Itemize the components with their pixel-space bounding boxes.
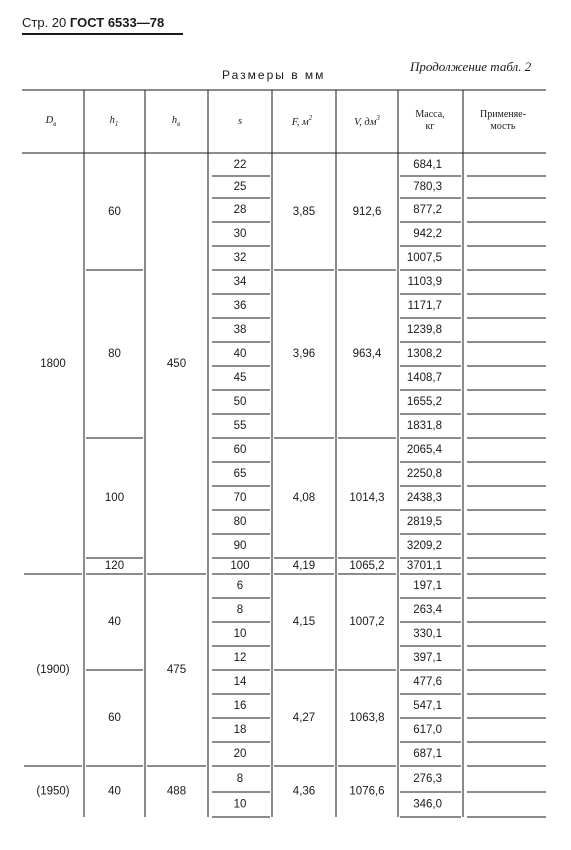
h1-value: 40 <box>108 616 121 629</box>
mass-value: 263,4 <box>413 604 442 617</box>
f-value: 3,85 <box>292 206 316 219</box>
hb-value: 488 <box>166 785 187 798</box>
wall-thickness-value: 22 <box>233 159 247 172</box>
wall-thickness-value: 65 <box>233 468 247 481</box>
mass-value: 3701,1 <box>406 560 442 573</box>
mass-value: 877,2 <box>413 204 442 217</box>
h1-value: 100 <box>104 492 125 505</box>
mass-value: 684,1 <box>413 159 442 172</box>
col-header-applicability: Применяе-мость <box>479 109 527 132</box>
mass-value: 197,1 <box>413 580 442 593</box>
mass-value: 1655,2 <box>406 396 442 409</box>
mass-value: 1171,7 <box>407 300 442 313</box>
wall-thickness-value: 55 <box>233 420 247 433</box>
f-value: 4,15 <box>292 616 316 629</box>
wall-thickness-value: 18 <box>233 724 247 737</box>
wall-thickness-value: 10 <box>233 798 247 811</box>
table-continuation-label: Продолжение табл. 2 <box>410 59 532 74</box>
f-value: 4,27 <box>292 712 316 725</box>
wall-thickness-value: 30 <box>233 228 247 241</box>
wall-thickness-value: 60 <box>233 444 247 457</box>
wall-thickness-value: 36 <box>233 300 247 313</box>
mass-value: 1831,8 <box>406 420 442 433</box>
v-value: 1076,6 <box>349 785 385 798</box>
sizes-caption: Размеры в мм <box>222 68 326 82</box>
d-value: (1900) <box>36 664 70 677</box>
h1-value: 80 <box>108 348 121 361</box>
mass-value: 617,0 <box>413 724 442 737</box>
mass-value: 1408,7 <box>406 372 442 385</box>
wall-thickness-value: 28 <box>233 204 247 217</box>
mass-value: 1239,8 <box>406 324 442 337</box>
v-value: 963,4 <box>352 348 382 361</box>
wall-thickness-value: 20 <box>233 748 247 761</box>
f-value: 4,08 <box>292 492 316 505</box>
h1-value: 40 <box>108 785 121 798</box>
wall-thickness-value: 25 <box>233 181 247 194</box>
mass-value: 2250,8 <box>406 468 442 481</box>
col-header-d: $D_в$ <box>45 115 57 128</box>
wall-thickness-value: 34 <box>233 276 247 289</box>
hb-value: 450 <box>166 358 187 371</box>
wall-thickness-value: 32 <box>233 252 247 265</box>
mass-value: 2438,3 <box>406 492 442 505</box>
mass-value: 1103,9 <box>407 276 442 289</box>
mass-value: 346,0 <box>413 798 442 811</box>
wall-thickness-value: 40 <box>233 348 247 361</box>
col-header-hb: $h_в$ <box>171 115 181 128</box>
wall-thickness-value: 6 <box>236 580 244 593</box>
wall-thickness-value: 12 <box>233 652 247 665</box>
d-value: (1950) <box>36 785 70 798</box>
wall-thickness-value: 38 <box>233 324 247 337</box>
hb-value: 475 <box>166 664 187 677</box>
mass-value: 276,3 <box>413 773 442 786</box>
v-value: 1014,3 <box>349 492 385 505</box>
wall-thickness-value: 100 <box>230 560 250 573</box>
wall-thickness-value: 50 <box>233 396 247 409</box>
wall-thickness-value: 10 <box>233 628 247 641</box>
wall-thickness-value: 70 <box>233 492 247 505</box>
mass-value: 2065,4 <box>406 444 442 457</box>
mass-value: 2819,5 <box>406 516 442 529</box>
mass-value: 397,1 <box>413 652 442 665</box>
wall-thickness-value: 8 <box>236 604 244 617</box>
mass-value: 687,1 <box>413 748 442 761</box>
v-value: 912,6 <box>352 206 382 219</box>
mass-value: 477,6 <box>413 676 442 689</box>
col-header-f: F, $м^2$ <box>291 114 313 128</box>
h1-value: 60 <box>108 206 121 219</box>
wall-thickness-value: 8 <box>236 773 244 786</box>
col-header-h1: $h_1$ <box>109 115 119 128</box>
d-value: 1800 <box>40 358 66 371</box>
col-header-mass: Масса, кг <box>415 109 445 132</box>
mass-value: 547,1 <box>413 700 442 713</box>
wall-thickness-value: 80 <box>233 516 247 529</box>
mass-value: 780,3 <box>413 181 442 194</box>
f-value: 4,19 <box>292 560 316 573</box>
h1-value: 120 <box>104 560 125 573</box>
wall-thickness-value: 90 <box>233 540 247 553</box>
v-value: 1065,2 <box>349 560 385 573</box>
mass-value: 330,1 <box>413 628 442 641</box>
mass-value: 1007,5 <box>406 252 442 265</box>
wall-thickness-value: 16 <box>233 700 247 713</box>
mass-value: 1308,2 <box>406 348 442 361</box>
mass-value: 942,2 <box>413 228 442 241</box>
page-number: Стр. 20 <box>22 15 67 30</box>
f-value: 4,36 <box>292 785 316 798</box>
f-value: 3,96 <box>292 348 316 361</box>
mass-value: 3209,2 <box>406 540 442 553</box>
table-body <box>36 159 442 811</box>
wall-thickness-value: 45 <box>233 372 247 385</box>
h1-value: 60 <box>108 712 121 725</box>
col-header-v: V, $дм^3$ <box>354 114 380 128</box>
standard-code: ГОСТ 6533—78 <box>69 15 165 30</box>
col-header-s: s <box>237 116 243 127</box>
v-value: 1063,8 <box>349 712 385 725</box>
wall-thickness-value: 14 <box>233 676 247 689</box>
v-value: 1007,2 <box>349 616 385 629</box>
table-header <box>45 109 526 132</box>
table-grid <box>22 90 546 817</box>
